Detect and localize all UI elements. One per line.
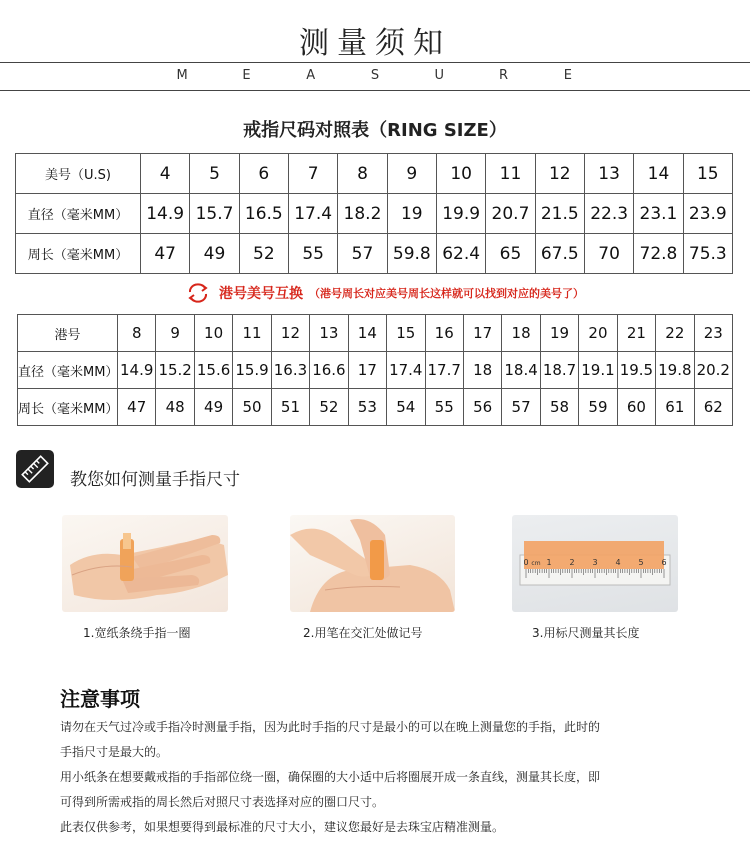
us-size-label: 美号（U.S): [16, 154, 141, 194]
note-line-5: 此表仅供参考，如果想要得到最标准的尺寸大小，建议您最好是去珠宝店精准测量。: [60, 820, 505, 834]
notes-title: 注意事项: [60, 687, 140, 711]
size-cell: 15: [683, 154, 732, 194]
ruler-label: 6: [661, 558, 667, 567]
size-cell: 20: [579, 315, 617, 352]
step-1-caption: 1.宽纸条绕手指一圈: [83, 626, 191, 640]
ring-size-title: 戒指尺码对照表（RING SIZE）: [243, 120, 507, 141]
circumference-cell: 70: [584, 234, 633, 274]
size-cell: 13: [584, 154, 633, 194]
size-cell: 13: [310, 315, 348, 352]
circumference-cell: 59: [579, 389, 617, 426]
us-diameter-label: 直径（毫米MM）: [16, 194, 141, 234]
size-cell: 12: [535, 154, 584, 194]
circumference-cell: 50: [233, 389, 271, 426]
circumference-cell: 61: [656, 389, 694, 426]
diameter-cell: 15.7: [190, 194, 239, 234]
top-divider: [0, 62, 750, 63]
size-cell: 11: [233, 315, 271, 352]
ruler-label: cm: [531, 560, 541, 567]
circumference-cell: 55: [425, 389, 463, 426]
circumference-cell: 60: [617, 389, 655, 426]
exchange-sub-text: （港号周长对应美号周长这样就可以找到对应的美号了）: [309, 287, 584, 300]
ruler-label: 5: [638, 558, 644, 567]
size-cell: 21: [617, 315, 655, 352]
ruler-label: 1: [546, 558, 552, 567]
size-cell: 10: [194, 315, 232, 352]
diameter-cell: 14.9: [118, 352, 156, 389]
circumference-cell: 49: [194, 389, 232, 426]
diameter-cell: 16.5: [239, 194, 288, 234]
ruler-icon: [16, 450, 54, 488]
diameter-cell: 15.9: [233, 352, 271, 389]
measure-letter: A: [306, 68, 316, 83]
size-cell: 23: [694, 315, 732, 352]
size-cell: 18: [502, 315, 540, 352]
size-cell: 9: [387, 154, 436, 194]
note-line-2: 手指尺寸是最大的。: [60, 745, 169, 759]
size-cell: 8: [118, 315, 156, 352]
circumference-cell: 57: [338, 234, 387, 274]
circumference-cell: 62: [694, 389, 732, 426]
diameter-cell: 19.9: [436, 194, 485, 234]
ruler-measure-photo: [512, 515, 678, 612]
diameter-cell: 18.2: [338, 194, 387, 234]
size-cell: 7: [288, 154, 337, 194]
diameter-cell: 17.4: [387, 352, 425, 389]
size-cell: 12: [271, 315, 309, 352]
diameter-cell: 23.1: [634, 194, 683, 234]
size-cell: 14: [348, 315, 386, 352]
diameter-cell: 17.7: [425, 352, 463, 389]
hk-diameter-label: 直径（毫米MM）: [18, 352, 118, 389]
circumference-cell: 47: [141, 234, 190, 274]
hk-size-table: [17, 314, 733, 426]
us-size-table: [15, 153, 733, 274]
ruler-label: 2: [569, 558, 575, 567]
circumference-cell: 52: [310, 389, 348, 426]
diameter-cell: 22.3: [584, 194, 633, 234]
diameter-cell: 16.6: [310, 352, 348, 389]
measure-letter: R: [499, 68, 509, 83]
page-title: 测量须知: [299, 26, 451, 61]
us-circumference-label: 周长（毫米MM）: [16, 234, 141, 274]
diameter-cell: 14.9: [141, 194, 190, 234]
diameter-cell: 21.5: [535, 194, 584, 234]
size-cell: 10: [436, 154, 485, 194]
step-3-caption: 3.用标尺测量其长度: [532, 626, 640, 640]
diameter-cell: 20.7: [486, 194, 535, 234]
hk-circumference-label: 周长（毫米MM）: [18, 389, 118, 426]
diameter-cell: 17: [348, 352, 386, 389]
size-cell: 6: [239, 154, 288, 194]
hk-size-label: 港号: [18, 315, 118, 352]
diameter-cell: 18: [463, 352, 501, 389]
circumference-cell: 52: [239, 234, 288, 274]
size-cell: 17: [463, 315, 501, 352]
circumference-cell: 48: [156, 389, 194, 426]
diameter-cell: 19.5: [617, 352, 655, 389]
size-cell: 8: [338, 154, 387, 194]
size-cell: 4: [141, 154, 190, 194]
size-cell: 14: [634, 154, 683, 194]
exchange-arrows-icon: [185, 282, 211, 304]
diameter-cell: 20.2: [694, 352, 732, 389]
circumference-cell: 57: [502, 389, 540, 426]
marking-paper-photo: [290, 515, 455, 612]
circumference-cell: 55: [288, 234, 337, 274]
size-cell: 22: [656, 315, 694, 352]
size-cell: 5: [190, 154, 239, 194]
diameter-cell: 18.4: [502, 352, 540, 389]
circumference-cell: 67.5: [535, 234, 584, 274]
measure-letters: [0, 68, 750, 83]
circumference-cell: 53: [348, 389, 386, 426]
circumference-cell: 65: [486, 234, 535, 274]
measure-letter: E: [563, 68, 572, 83]
note-line-4: 可得到所需戒指的周长然后对照尺寸表选择对应的圈口尺寸。: [60, 795, 385, 809]
circumference-cell: 62.4: [436, 234, 485, 274]
bottom-divider: [0, 90, 750, 91]
size-exchange-note: [185, 282, 584, 304]
ruler-label: 4: [615, 558, 621, 567]
measure-letter: E: [242, 68, 251, 83]
size-cell: 19: [540, 315, 578, 352]
diameter-cell: 19.1: [579, 352, 617, 389]
note-line-1: 请勿在天气过冷或手指冷时测量手指，因为此时手指的尺寸是最小的可以在晚上测量您的手指，此时的: [60, 720, 601, 734]
circumference-cell: 59.8: [387, 234, 436, 274]
circumference-cell: 47: [118, 389, 156, 426]
diameter-cell: 15.2: [156, 352, 194, 389]
circumference-cell: 75.3: [683, 234, 732, 274]
diameter-cell: 16.3: [271, 352, 309, 389]
diameter-cell: 19: [387, 194, 436, 234]
diameter-cell: 18.7: [540, 352, 578, 389]
circumference-cell: 58: [540, 389, 578, 426]
measure-letter: M: [176, 68, 188, 83]
diameter-cell: 15.6: [194, 352, 232, 389]
diameter-cell: 17.4: [288, 194, 337, 234]
size-cell: 16: [425, 315, 463, 352]
circumference-cell: 51: [271, 389, 309, 426]
circumference-cell: 54: [387, 389, 425, 426]
step-2-caption: 2.用笔在交汇处做记号: [303, 626, 423, 640]
note-line-3: 用小纸条在想要戴戒指的手指部位绕一圈，确保圈的大小适中后将圈展开成一条直线，测量其长度，即: [60, 770, 601, 784]
exchange-main-text: 港号美号互换: [219, 286, 303, 302]
circumference-cell: 72.8: [634, 234, 683, 274]
ruler-label: 0: [523, 558, 529, 567]
circumference-cell: 49: [190, 234, 239, 274]
measure-letter: U: [434, 68, 445, 83]
circumference-cell: 56: [463, 389, 501, 426]
diameter-cell: 23.9: [683, 194, 732, 234]
hand-wrapping-paper-photo: [62, 515, 228, 612]
diameter-cell: 19.8: [656, 352, 694, 389]
howto-title: 教您如何测量手指尺寸: [70, 470, 240, 490]
measure-letter: S: [370, 68, 380, 83]
size-cell: 9: [156, 315, 194, 352]
size-cell: 15: [387, 315, 425, 352]
ruler-label: 3: [592, 558, 598, 567]
size-cell: 11: [486, 154, 535, 194]
